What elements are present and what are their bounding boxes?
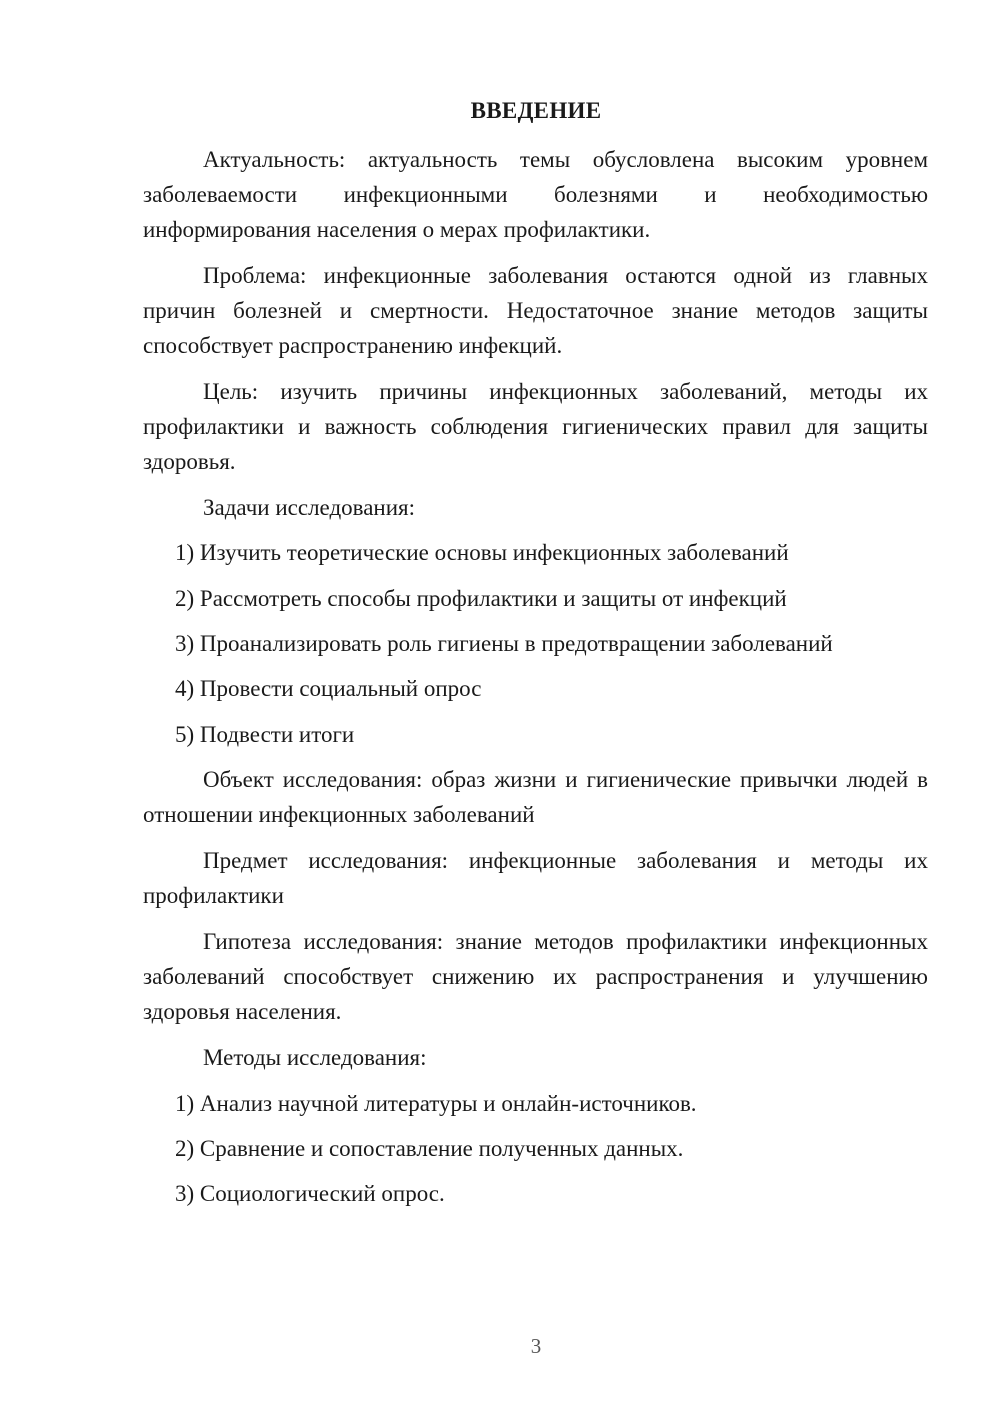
paragraph-goal: Цель: изучить причины инфекционных заболеваний, методы их профилактики и важность соблюдения гигиенических правил для защиты здоровья. <box>143 379 928 474</box>
task-item: 3) Проанализировать роль гигиены в предотвращении заболеваний <box>175 631 833 656</box>
method-item: 3) Социологический опрос. <box>175 1181 445 1206</box>
page-number: 3 <box>530 1334 542 1358</box>
task-item: 1) Изучить теоретические основы инфекционных заболеваний <box>175 540 789 565</box>
paragraph-object: Объект исследования: образ жизни и гигиенические привычки людей в отношении инфекционных заболеваний <box>143 767 928 827</box>
paragraph-subject: Предмет исследования: инфекционные заболевания и методы их профилактики <box>143 848 928 908</box>
task-item: 4) Провести социальный опрос <box>175 676 482 701</box>
paragraph-hypothesis: Гипотеза исследования: знание методов профилактики инфекционных заболеваний способствует снижению их распространения и улучшению здоровья населения. <box>143 929 928 1024</box>
paragraph-problem: Проблема: инфекционные заболевания остаются одной из главных причин болезней и смертности. Недостаточное знание методов защиты способствует распространению инфекций. <box>143 263 928 358</box>
task-item: 5) Подвести итоги <box>175 722 355 747</box>
page-title: ВВЕДЕНИЕ <box>470 98 602 123</box>
method-item: 1) Анализ научной литературы и онлайн-источников. <box>175 1091 697 1116</box>
task-item: 2) Рассмотреть способы профилактики и защиты от инфекций <box>175 586 787 611</box>
paragraph-relevance: Актуальность: актуальность темы обусловлена высоким уровнем заболеваемости инфекционными болезнями и необходимостью информирования населения о мерах профилактики. <box>143 147 928 242</box>
method-item: 2) Сравнение и сопоставление полученных данных. <box>175 1136 684 1161</box>
tasks-title: Задачи исследования: <box>203 495 416 520</box>
methods-title: Методы исследования: <box>203 1045 427 1070</box>
